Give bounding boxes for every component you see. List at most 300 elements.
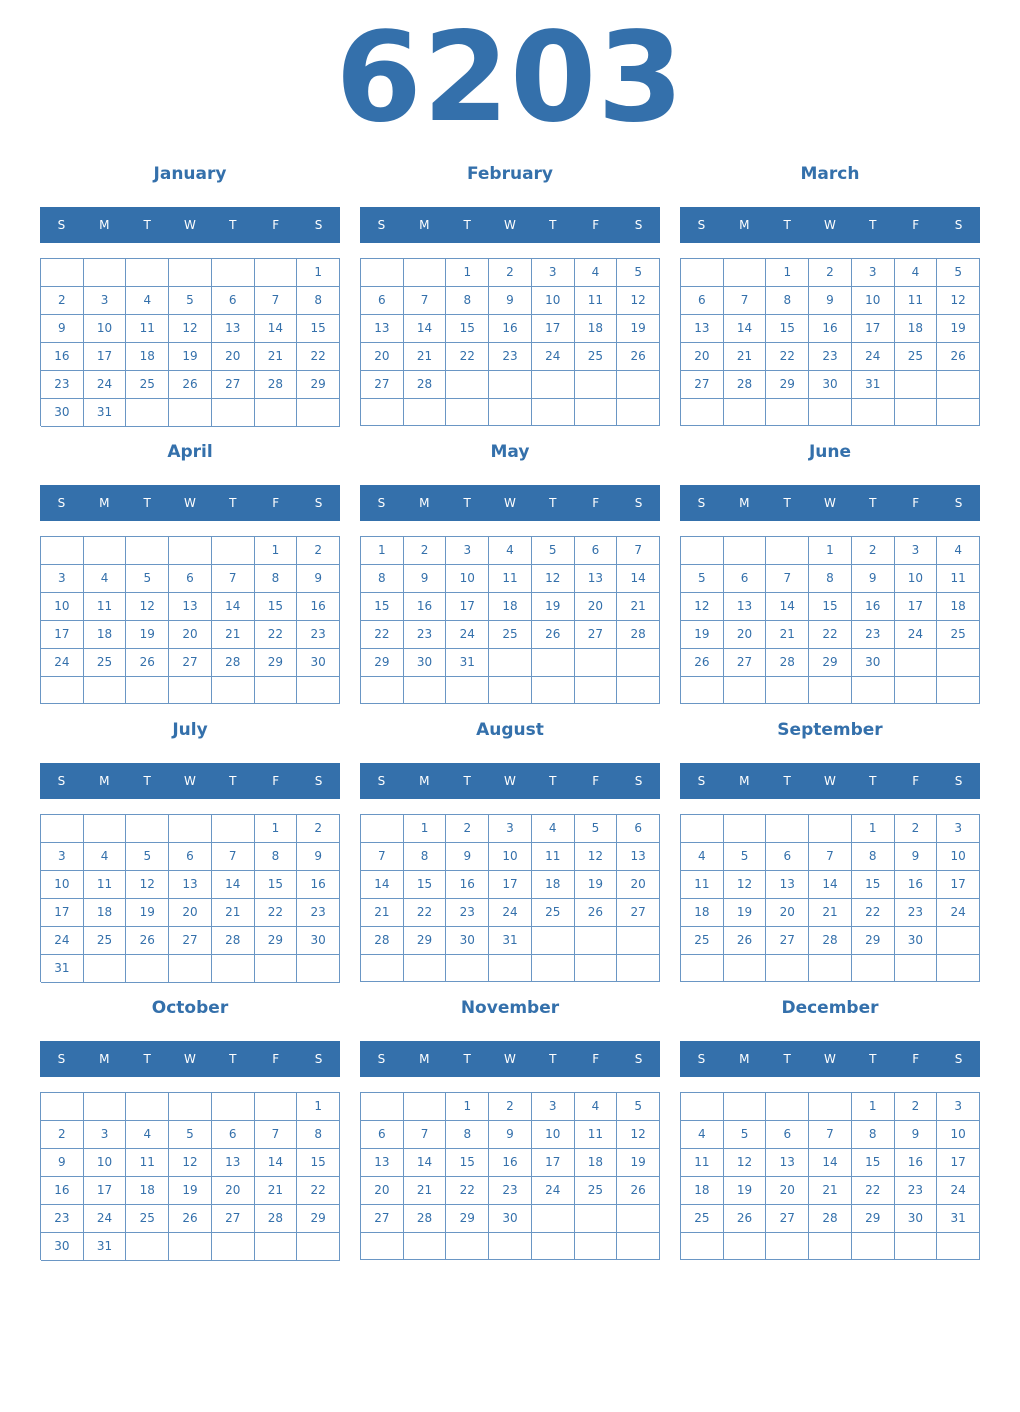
empty-day-cell	[681, 1233, 724, 1260]
day-cell: 8	[766, 287, 809, 315]
month-july	[40, 714, 340, 982]
empty-day-cell	[126, 399, 169, 427]
empty-day-cell	[41, 1093, 84, 1121]
day-cell: 28	[617, 621, 660, 649]
day-cell: 21	[617, 593, 660, 621]
day-cell: 29	[255, 649, 298, 677]
weekday-header: S	[377, 774, 386, 788]
weekday-header: M	[419, 496, 430, 510]
day-cell: 19	[617, 315, 660, 343]
day-cell: 11	[532, 843, 575, 871]
weekday-header: S	[314, 774, 323, 788]
weekday-header-row	[40, 1041, 340, 1077]
day-cell: 13	[766, 1149, 809, 1177]
weekday-header: S	[954, 774, 963, 788]
day-cell: 14	[255, 315, 298, 343]
day-cell: 13	[169, 593, 212, 621]
day-cell: 7	[212, 843, 255, 871]
weekday-header: T	[783, 496, 791, 510]
day-cell: 23	[489, 343, 532, 371]
day-cell: 28	[404, 1205, 447, 1233]
day-cell: 12	[617, 287, 660, 315]
day-cell: 11	[681, 1149, 724, 1177]
empty-day-cell	[724, 815, 767, 843]
empty-day-cell	[617, 649, 660, 677]
day-cell: 24	[937, 899, 980, 927]
day-cell: 8	[446, 287, 489, 315]
day-cell: 11	[126, 315, 169, 343]
day-cell: 7	[255, 1121, 298, 1149]
day-cell: 23	[446, 899, 489, 927]
day-cell: 11	[681, 871, 724, 899]
empty-day-cell	[255, 955, 298, 983]
day-cell: 4	[84, 565, 127, 593]
day-cell: 30	[41, 1233, 84, 1261]
day-cell: 24	[84, 1205, 127, 1233]
empty-day-cell	[852, 955, 895, 982]
day-cell: 2	[489, 259, 532, 287]
empty-day-cell	[937, 649, 980, 677]
day-cell: 25	[575, 343, 618, 371]
day-cell: 30	[297, 927, 340, 955]
day-cell: 17	[532, 1149, 575, 1177]
day-cell: 9	[404, 565, 447, 593]
day-cell: 16	[809, 315, 852, 343]
day-cell: 22	[297, 1177, 340, 1205]
day-cell: 6	[766, 843, 809, 871]
empty-day-cell	[212, 399, 255, 427]
empty-day-cell	[169, 399, 212, 427]
day-cell: 2	[297, 815, 340, 843]
day-cell: 14	[766, 593, 809, 621]
day-cell: 14	[404, 1149, 447, 1177]
empty-day-cell	[895, 649, 938, 677]
empty-day-cell	[724, 1233, 767, 1260]
empty-day-cell	[361, 1093, 404, 1121]
year-title: 6203	[335, 6, 685, 150]
day-cell: 6	[766, 1121, 809, 1149]
weekday-header: T	[143, 496, 151, 510]
month-august	[360, 714, 660, 982]
weekday-header: W	[184, 496, 196, 510]
weekday-header: S	[634, 218, 643, 232]
day-cell: 10	[937, 843, 980, 871]
day-cell: 23	[809, 343, 852, 371]
day-cell: 12	[169, 315, 212, 343]
day-cell: 15	[766, 315, 809, 343]
day-cell: 10	[532, 287, 575, 315]
month-february	[360, 158, 660, 426]
empty-day-cell	[809, 1233, 852, 1260]
day-cell: 2	[446, 815, 489, 843]
day-cell: 8	[852, 843, 895, 871]
day-cell: 22	[297, 343, 340, 371]
day-cell: 25	[84, 649, 127, 677]
day-cell: 15	[852, 871, 895, 899]
empty-day-cell	[809, 955, 852, 982]
month-march	[680, 158, 980, 426]
day-cell: 20	[766, 1177, 809, 1205]
day-cell: 19	[532, 593, 575, 621]
weekday-header: F	[592, 218, 600, 232]
empty-day-cell	[169, 1093, 212, 1121]
day-cell: 7	[724, 287, 767, 315]
weekday-header: T	[549, 1052, 557, 1066]
weekday-header: S	[377, 218, 386, 232]
empty-day-cell	[681, 259, 724, 287]
empty-day-cell	[532, 371, 575, 399]
day-grid	[360, 536, 660, 704]
empty-day-cell	[446, 371, 489, 399]
day-cell: 25	[84, 927, 127, 955]
month-name: April	[167, 442, 213, 462]
weekday-header: M	[739, 1052, 750, 1066]
day-cell: 15	[255, 593, 298, 621]
day-cell: 23	[41, 1205, 84, 1233]
day-cell: 18	[84, 899, 127, 927]
day-cell: 8	[297, 1121, 340, 1149]
day-cell: 8	[404, 843, 447, 871]
weekday-header: S	[634, 1052, 643, 1066]
day-cell: 10	[84, 1149, 127, 1177]
day-cell: 8	[361, 565, 404, 593]
day-cell: 20	[681, 343, 724, 371]
weekday-header: S	[314, 218, 323, 232]
day-cell: 30	[404, 649, 447, 677]
day-cell: 2	[895, 815, 938, 843]
day-cell: 2	[404, 537, 447, 565]
month-september	[680, 714, 980, 982]
empty-day-cell	[212, 259, 255, 287]
month-name: November	[460, 998, 560, 1018]
day-cell: 20	[361, 343, 404, 371]
weekday-header: S	[57, 496, 66, 510]
empty-day-cell	[532, 399, 575, 426]
day-cell: 15	[446, 315, 489, 343]
day-cell: 29	[361, 649, 404, 677]
empty-day-cell	[937, 927, 980, 955]
day-cell: 22	[255, 621, 298, 649]
weekday-header: M	[739, 218, 750, 232]
day-cell: 6	[724, 565, 767, 593]
day-cell: 20	[212, 343, 255, 371]
day-cell: 3	[937, 815, 980, 843]
weekday-header: M	[739, 774, 750, 788]
day-cell: 28	[361, 927, 404, 955]
empty-day-cell	[617, 955, 660, 982]
day-grid	[360, 258, 660, 426]
day-cell: 9	[895, 843, 938, 871]
weekday-header: S	[954, 496, 963, 510]
day-cell: 24	[895, 621, 938, 649]
empty-day-cell	[575, 927, 618, 955]
day-cell: 28	[809, 1205, 852, 1233]
day-cell: 17	[489, 871, 532, 899]
empty-day-cell	[404, 259, 447, 287]
weekday-header: S	[377, 496, 386, 510]
day-cell: 14	[212, 871, 255, 899]
weekday-header: W	[504, 774, 516, 788]
empty-day-cell	[617, 371, 660, 399]
weekday-header: F	[912, 218, 920, 232]
day-cell: 21	[766, 621, 809, 649]
day-cell: 27	[575, 621, 618, 649]
empty-day-cell	[404, 1093, 447, 1121]
day-cell: 16	[297, 593, 340, 621]
empty-day-cell	[937, 955, 980, 982]
empty-day-cell	[809, 815, 852, 843]
day-cell: 29	[852, 1205, 895, 1233]
empty-day-cell	[895, 677, 938, 704]
weekday-header: T	[229, 218, 237, 232]
day-cell: 14	[255, 1149, 298, 1177]
empty-day-cell	[724, 259, 767, 287]
day-cell: 11	[84, 871, 127, 899]
day-cell: 23	[41, 371, 84, 399]
day-cell: 26	[724, 927, 767, 955]
day-cell: 18	[895, 315, 938, 343]
day-cell: 3	[446, 537, 489, 565]
day-cell: 17	[84, 343, 127, 371]
empty-day-cell	[446, 955, 489, 982]
day-cell: 26	[126, 927, 169, 955]
empty-day-cell	[255, 259, 298, 287]
empty-day-cell	[212, 1093, 255, 1121]
day-cell: 31	[446, 649, 489, 677]
day-cell: 3	[41, 843, 84, 871]
weekday-header: S	[57, 774, 66, 788]
weekday-header: S	[954, 218, 963, 232]
day-cell: 14	[361, 871, 404, 899]
day-cell: 31	[852, 371, 895, 399]
day-cell: 28	[809, 927, 852, 955]
empty-day-cell	[617, 399, 660, 426]
day-cell: 9	[489, 1121, 532, 1149]
day-cell: 18	[126, 343, 169, 371]
day-cell: 27	[766, 927, 809, 955]
month-name: September	[777, 720, 883, 740]
day-cell: 10	[937, 1121, 980, 1149]
weekday-header: M	[419, 774, 430, 788]
empty-day-cell	[895, 955, 938, 982]
day-cell: 24	[446, 621, 489, 649]
day-cell: 21	[212, 621, 255, 649]
month-january	[40, 158, 340, 426]
day-cell: 11	[489, 565, 532, 593]
empty-day-cell	[41, 259, 84, 287]
day-cell: 17	[937, 1149, 980, 1177]
empty-day-cell	[126, 677, 169, 704]
day-cell: 1	[404, 815, 447, 843]
day-cell: 25	[532, 899, 575, 927]
day-cell: 13	[212, 315, 255, 343]
day-cell: 21	[212, 899, 255, 927]
day-cell: 27	[361, 1205, 404, 1233]
day-cell: 4	[575, 259, 618, 287]
day-cell: 28	[724, 371, 767, 399]
empty-day-cell	[489, 371, 532, 399]
day-cell: 1	[255, 815, 298, 843]
empty-day-cell	[532, 1205, 575, 1233]
day-cell: 15	[404, 871, 447, 899]
day-cell: 3	[84, 1121, 127, 1149]
empty-day-cell	[84, 955, 127, 983]
day-cell: 22	[766, 343, 809, 371]
empty-day-cell	[446, 1233, 489, 1260]
weekday-header: M	[739, 496, 750, 510]
day-cell: 5	[617, 1093, 660, 1121]
day-cell: 7	[766, 565, 809, 593]
day-cell: 1	[446, 259, 489, 287]
day-cell: 8	[852, 1121, 895, 1149]
empty-day-cell	[84, 259, 127, 287]
day-cell: 6	[169, 565, 212, 593]
empty-day-cell	[169, 537, 212, 565]
day-grid	[360, 814, 660, 982]
day-cell: 10	[446, 565, 489, 593]
day-cell: 2	[41, 287, 84, 315]
day-cell: 12	[126, 593, 169, 621]
day-cell: 28	[255, 371, 298, 399]
day-cell: 10	[895, 565, 938, 593]
empty-day-cell	[361, 259, 404, 287]
month-name: August	[476, 720, 544, 740]
day-cell: 1	[809, 537, 852, 565]
empty-day-cell	[766, 955, 809, 982]
day-cell: 19	[126, 621, 169, 649]
empty-day-cell	[575, 649, 618, 677]
day-cell: 22	[852, 1177, 895, 1205]
weekday-header: T	[143, 218, 151, 232]
day-cell: 6	[169, 843, 212, 871]
month-october	[40, 992, 340, 1260]
day-cell: 5	[617, 259, 660, 287]
empty-day-cell	[809, 399, 852, 426]
day-cell: 3	[41, 565, 84, 593]
day-cell: 16	[446, 871, 489, 899]
day-cell: 1	[766, 259, 809, 287]
empty-day-cell	[41, 677, 84, 704]
day-cell: 9	[895, 1121, 938, 1149]
day-cell: 2	[895, 1093, 938, 1121]
day-cell: 25	[681, 1205, 724, 1233]
day-cell: 20	[617, 871, 660, 899]
month-name: February	[466, 164, 554, 184]
empty-day-cell	[895, 371, 938, 399]
day-cell: 29	[297, 1205, 340, 1233]
day-cell: 18	[532, 871, 575, 899]
weekday-header: F	[272, 218, 280, 232]
empty-day-cell	[297, 955, 340, 983]
day-grid	[680, 814, 980, 982]
day-cell: 1	[852, 1093, 895, 1121]
empty-day-cell	[852, 677, 895, 704]
day-cell: 15	[446, 1149, 489, 1177]
empty-day-cell	[255, 1233, 298, 1261]
day-cell: 29	[446, 1205, 489, 1233]
month-may	[360, 436, 660, 704]
weekday-header: F	[912, 496, 920, 510]
day-cell: 20	[169, 621, 212, 649]
empty-day-cell	[446, 399, 489, 426]
empty-day-cell	[681, 537, 724, 565]
day-cell: 20	[212, 1177, 255, 1205]
day-cell: 13	[575, 565, 618, 593]
day-cell: 18	[575, 315, 618, 343]
weekday-header: W	[184, 774, 196, 788]
day-cell: 10	[41, 871, 84, 899]
day-cell: 9	[809, 287, 852, 315]
day-cell: 5	[937, 259, 980, 287]
day-cell: 4	[681, 843, 724, 871]
weekday-header: T	[869, 1052, 877, 1066]
month-june	[680, 436, 980, 704]
weekday-header-row	[40, 485, 340, 521]
weekday-header: W	[504, 218, 516, 232]
day-cell: 5	[126, 565, 169, 593]
day-cell: 26	[532, 621, 575, 649]
day-cell: 20	[169, 899, 212, 927]
weekday-header: T	[783, 218, 791, 232]
day-cell: 4	[489, 537, 532, 565]
empty-day-cell	[84, 1093, 127, 1121]
day-cell: 27	[169, 649, 212, 677]
empty-day-cell	[681, 955, 724, 982]
day-cell: 26	[617, 1177, 660, 1205]
day-cell: 16	[895, 1149, 938, 1177]
months-grid	[40, 158, 980, 1260]
day-cell: 23	[297, 621, 340, 649]
day-cell: 14	[404, 315, 447, 343]
weekday-header: S	[377, 1052, 386, 1066]
day-cell: 14	[809, 1149, 852, 1177]
day-cell: 23	[297, 899, 340, 927]
day-cell: 23	[895, 899, 938, 927]
day-cell: 21	[404, 343, 447, 371]
weekday-header: S	[57, 1052, 66, 1066]
empty-day-cell	[169, 1233, 212, 1261]
weekday-header: T	[783, 774, 791, 788]
month-name: December	[781, 998, 879, 1018]
day-cell: 28	[766, 649, 809, 677]
day-cell: 21	[361, 899, 404, 927]
day-cell: 26	[681, 649, 724, 677]
weekday-header: T	[549, 774, 557, 788]
day-cell: 7	[404, 1121, 447, 1149]
weekday-header: S	[634, 496, 643, 510]
day-cell: 13	[724, 593, 767, 621]
day-cell: 21	[255, 343, 298, 371]
weekday-header: M	[99, 218, 110, 232]
day-cell: 29	[852, 927, 895, 955]
month-name: June	[808, 442, 852, 462]
day-cell: 24	[41, 649, 84, 677]
empty-day-cell	[489, 649, 532, 677]
day-cell: 4	[84, 843, 127, 871]
day-cell: 30	[895, 1205, 938, 1233]
day-cell: 13	[212, 1149, 255, 1177]
empty-day-cell	[361, 815, 404, 843]
day-cell: 10	[41, 593, 84, 621]
day-cell: 24	[852, 343, 895, 371]
empty-day-cell	[575, 371, 618, 399]
day-cell: 5	[575, 815, 618, 843]
day-cell: 24	[532, 343, 575, 371]
month-name: May	[490, 442, 530, 462]
weekday-header-row	[40, 763, 340, 799]
weekday-header: W	[824, 1052, 836, 1066]
empty-day-cell	[84, 537, 127, 565]
